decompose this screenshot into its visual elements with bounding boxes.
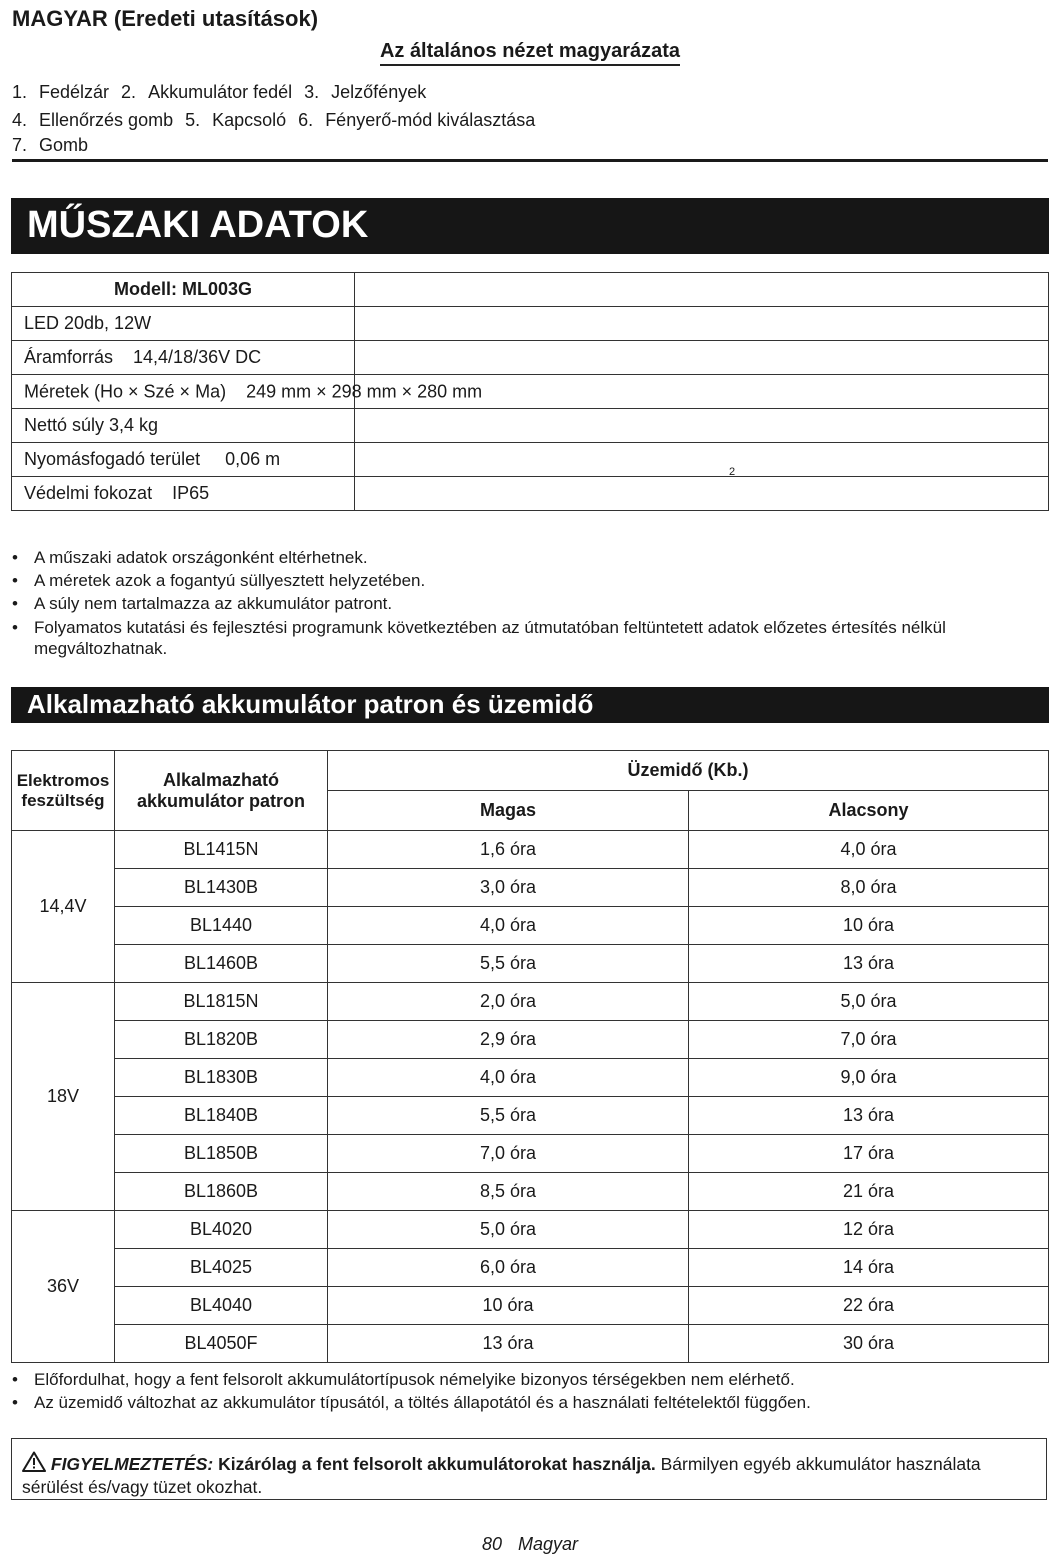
cartridge-cell: BL1830B [115, 1059, 328, 1097]
low-cell: 21 óra [689, 1173, 1049, 1211]
low-cell: 10 óra [689, 907, 1049, 945]
warning-title: FIGYELMEZTETÉS: [50, 1454, 214, 1474]
specs-banner: MŰSZAKI ADATOK [11, 198, 1049, 254]
legend-item-1: Fedélzár [39, 82, 110, 102]
high-cell: 5,0 óra [328, 1211, 689, 1249]
legend-num-1: 1. [12, 82, 28, 102]
spec-led: LED 20db, 12W [12, 307, 355, 341]
legend-item-4: Ellenőrzés gomb [39, 110, 174, 130]
cartridge-cell: BL1820B [115, 1021, 328, 1059]
spec-row [12, 307, 1049, 341]
table-row [12, 1059, 1049, 1097]
specs-notes [12, 546, 1032, 659]
spec-row [12, 409, 1049, 443]
table-row [12, 1211, 1049, 1249]
warning-text: Bármilyen egyéb akkumulátor használata sérülést és/vagy tüzet okozhat. [22, 1454, 981, 1497]
spec-dimensions-cell [12, 375, 483, 409]
overview-title [0, 40, 1060, 63]
area-superscript: 2 [729, 466, 736, 478]
cartridge-cell: BL1860B [115, 1173, 328, 1211]
table-row [12, 907, 1049, 945]
cartridge-cell: BL4040 [115, 1287, 328, 1325]
low-cell: 7,0 óra [689, 1021, 1049, 1059]
specs-note: • A súly nem tartalmazza az akkumulátor patront. [12, 592, 1032, 615]
voltage-header: Elektromos feszültség [12, 751, 115, 831]
spec-row [12, 341, 1049, 375]
cartridge-cell: BL1460B [115, 945, 328, 983]
legend-item-3: Jelzőfények [331, 82, 427, 102]
low-cell: 17 óra [689, 1135, 1049, 1173]
legend-item-2: Akkumulátor fedél [148, 82, 293, 102]
low-header: Alacsony [689, 791, 1049, 831]
spec-empty-cell [355, 477, 1049, 511]
high-cell: 7,0 óra [328, 1135, 689, 1173]
cartridge-cell: BL1440 [115, 907, 328, 945]
specs-header-row [12, 273, 1049, 307]
spec-row [12, 443, 1049, 477]
legend-line-1 [12, 82, 438, 103]
low-cell: 9,0 óra [689, 1059, 1049, 1097]
spec-weight: Nettó súly 3,4 kg [12, 409, 355, 443]
legend-num-4: 4. [12, 110, 28, 130]
page-footer [0, 1534, 1060, 1555]
voltage-cell: 36V [12, 1211, 115, 1363]
legend-num-3: 3. [304, 82, 320, 102]
battery-note: • Előfordulhat, hogy a fent felsorolt akkumulátortípusok némelyike bizonyos térségekben nem elérhető. [12, 1368, 1032, 1391]
legend-line-2 [12, 110, 547, 131]
cartridge-header: Alkalmazható akkumulátor patron [115, 751, 328, 831]
high-cell: 4,0 óra [328, 907, 689, 945]
cartridge-cell: BL1840B [115, 1097, 328, 1135]
battery-header-row [12, 751, 1049, 791]
legend-num-6: 6. [298, 110, 314, 130]
low-cell: 8,0 óra [689, 869, 1049, 907]
high-cell: 2,0 óra [328, 983, 689, 1021]
specs-note: • Folyamatos kutatási és fejlesztési programunk következtében az útmutatóban feltüntetett adatok előzetes értesítés nélkül megváltozhatnak. [12, 617, 1032, 659]
high-cell: 13 óra [328, 1325, 689, 1363]
high-cell: 1,6 óra [328, 831, 689, 869]
cartridge-cell: BL1850B [115, 1135, 328, 1173]
high-cell: 3,0 óra [328, 869, 689, 907]
page-number: 80 [481, 1534, 502, 1554]
low-cell: 12 óra [689, 1211, 1049, 1249]
high-cell: 10 óra [328, 1287, 689, 1325]
table-row [12, 1325, 1049, 1363]
legend-line-3 [12, 135, 100, 156]
specs-note: • A műszaki adatok országonként eltérhetnek. [12, 546, 1032, 569]
high-cell: 2,9 óra [328, 1021, 689, 1059]
legend-item-7: Gomb [39, 135, 89, 155]
section-divider [12, 159, 1048, 162]
battery-note: • Az üzemidő változhat az akkumulátor típusától, a töltés állapotától és a használati feltételektől függően. [12, 1391, 1032, 1414]
high-cell: 8,5 óra [328, 1173, 689, 1211]
voltage-cell: 18V [12, 983, 115, 1211]
model-label: Modell: ML003G [12, 273, 355, 307]
spec-empty-cell [355, 307, 1049, 341]
cartridge-cell: BL1815N [115, 983, 328, 1021]
spec-row [12, 477, 1049, 511]
cartridge-cell: BL1415N [115, 831, 328, 869]
cartridge-cell: BL4020 [115, 1211, 328, 1249]
voltage-cell: 14,4V [12, 831, 115, 983]
low-cell: 5,0 óra [689, 983, 1049, 1021]
runtime-header: Üzemidő (Kb.) [328, 751, 1049, 791]
spec-empty-cell [355, 443, 1049, 477]
table-row [12, 869, 1049, 907]
high-cell: 4,0 óra [328, 1059, 689, 1097]
warning-box [11, 1438, 1047, 1500]
spec-protection: Védelmi fokozat IP65 [12, 477, 355, 511]
legend-num-7: 7. [12, 135, 28, 155]
battery-table [11, 750, 1049, 1363]
spec-empty-cell [355, 341, 1049, 375]
overview-title-text: Az általános nézet magyarázata [380, 40, 680, 66]
table-row [12, 1173, 1049, 1211]
specs-note: • A méretek azok a fogantyú süllyesztett helyzetében. [12, 569, 1032, 592]
legend-num-5: 5. [185, 110, 201, 130]
table-row [12, 983, 1049, 1021]
table-row [12, 945, 1049, 983]
spec-power: Áramforrás 14,4/18/36V DC [12, 341, 355, 375]
low-cell: 13 óra [689, 945, 1049, 983]
legend-num-2: 2. [121, 82, 137, 102]
low-cell: 30 óra [689, 1325, 1049, 1363]
legend-item-6: Fényerő-mód kiválasztása [325, 110, 536, 130]
table-row [12, 1021, 1049, 1059]
high-cell: 5,5 óra [328, 1097, 689, 1135]
low-cell: 22 óra [689, 1287, 1049, 1325]
table-row [12, 1135, 1049, 1173]
battery-table-body [12, 831, 1049, 1363]
spec-row [12, 375, 1049, 409]
spec-area: Nyomásfogadó terület 0,06 m [12, 443, 355, 477]
low-cell: 14 óra [689, 1249, 1049, 1287]
table-row [12, 1249, 1049, 1287]
warning-triangle-icon [22, 1451, 46, 1472]
spec-empty-cell [355, 409, 1049, 443]
legend-item-5: Kapcsoló [212, 110, 287, 130]
page-language-title: MAGYAR (Eredeti utasítások) [12, 6, 319, 31]
footer-language: Magyar [518, 1534, 579, 1554]
cartridge-cell: BL4050F [115, 1325, 328, 1363]
warning-bold-text: Kizárólag a fent felsorolt akkumulátorokat használja. [218, 1454, 656, 1474]
table-row [12, 831, 1049, 869]
low-cell: 4,0 óra [689, 831, 1049, 869]
cartridge-cell: BL4025 [115, 1249, 328, 1287]
high-cell: 6,0 óra [328, 1249, 689, 1287]
table-row [12, 1097, 1049, 1135]
spec-dimensions: Méretek (Ho × Szé × Ma) 249 mm × 298 mm × 280 mm [24, 381, 483, 401]
table-row [12, 1287, 1049, 1325]
specs-empty-cell [355, 273, 1049, 307]
low-cell: 13 óra [689, 1097, 1049, 1135]
battery-notes [12, 1368, 1032, 1414]
cartridge-cell: BL1430B [115, 869, 328, 907]
high-header: Magas [328, 791, 689, 831]
specs-table [11, 272, 1049, 511]
high-cell: 5,5 óra [328, 945, 689, 983]
battery-banner: Alkalmazható akkumulátor patron és üzemidő [11, 687, 1049, 723]
